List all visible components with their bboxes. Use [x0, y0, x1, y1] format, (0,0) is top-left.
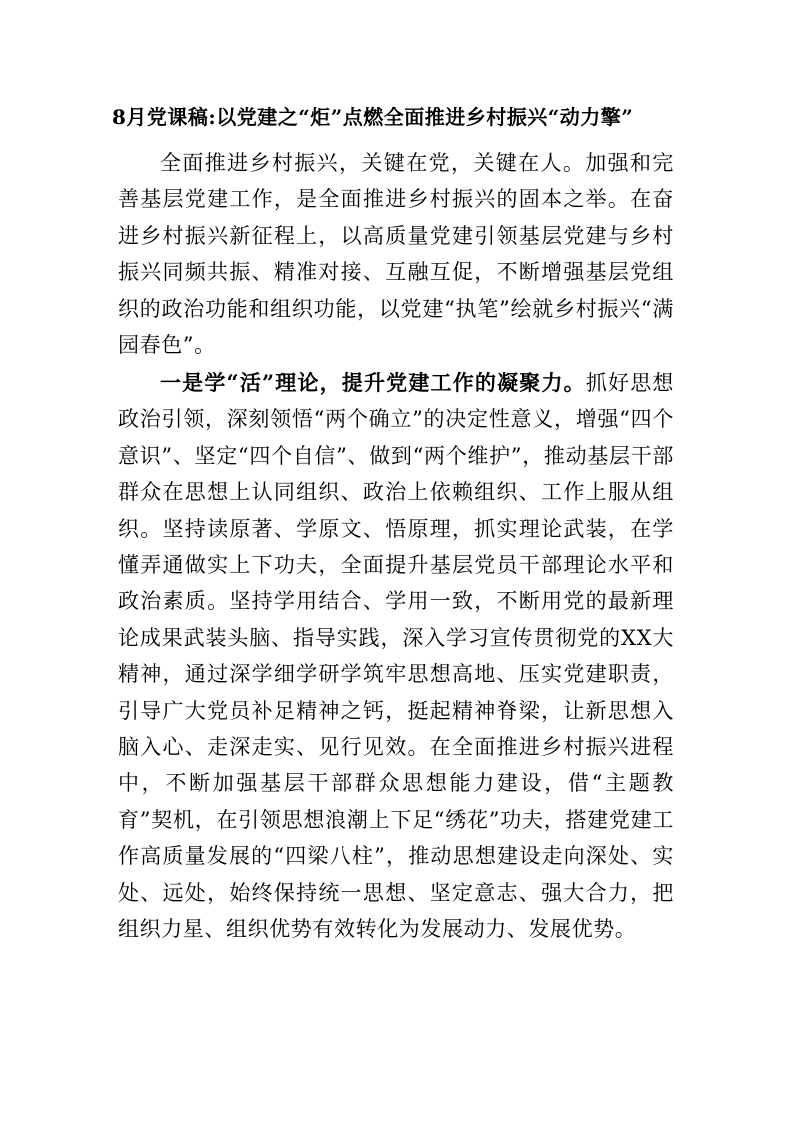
paragraph-intro: [118, 145, 674, 363]
paragraph-intro-text: 全面推进乡村振兴，关键在党，关键在人。加强和完善基层党建工作，是全面推进乡村振兴的固本之举。在奋进乡村振兴新征程上，以高质量党建引领基层党建与乡村振兴同频共振、精准对接、互融互促，不断增强基层党组织的政治功能和组织功能，以党建“执笔”绘就乡村振兴“满园春色”。: [118, 151, 674, 358]
section-1-text: 抓好思想政治引领，深刻领悟“两个确立”的决定性意义，增强“四个意识”、坚定“四个自信”、做到“两个维护”，推动基层干部群众在思想上认同组织、政治上依赖组织、工作上服从组织。坚持读原著、学原文、悟原理，抓实理论武装，在学懂弄通做实上下功夫，全面提升基层党员干部理论水平和政治素质。坚持学用结合、学用一致，不断用党的最新理论成果武装头脑、指导实践，深入学习宣传贯彻党的XX大精神，通过深学细学研学筑牢思想高地、压实党建职责，引导广大党员补足精神之钙，挺起精神脊梁，让新思想入脑入心、走深走实、见行见效。在全面推进乡村振兴进程中，不断加强基层干部群众思想能力建设，借“主题教育”契机，在引领思想浪潮上下足“绣花”功夫，搭建党建工作高质量发展的“四梁八柱”，推动思想建设走向深处、实处、远处，始终保持统一思想、坚定意志、强大合力，把组织力星、组织优势有效转化为发展动力、发展优势。: [118, 371, 674, 942]
section-1-heading: 一是学“活”理论，提升党建工作的凝聚力。: [160, 370, 586, 395]
paragraph-section-1: [118, 365, 674, 948]
document-title: 8月党课稿:以党建之“炬”点燃全面推进乡村振兴“动力擎”: [112, 105, 634, 129]
